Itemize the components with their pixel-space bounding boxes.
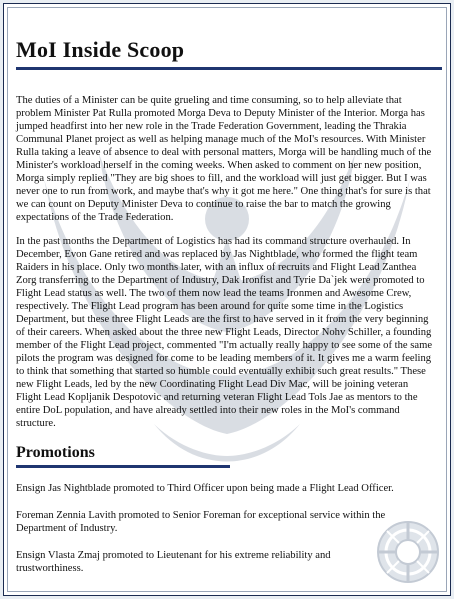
title-divider (16, 67, 442, 70)
page-title: MoI Inside Scoop (16, 37, 185, 62)
promotion-item: Foreman Zennia Lavith promoted to Senior Foreman for exceptional service within the Department of Industry. (16, 510, 386, 534)
promotion-item: Ensign Jas Nightblade promoted to Third Officer upon being made a Flight Lead Officer. (16, 483, 394, 494)
newsletter-content (16, 4, 434, 575)
promotion-item: Ensign Vlasta Zmaj promoted to Lieutenant for his extreme reliability and trustworthiness. (16, 550, 331, 574)
promotions-divider (16, 465, 230, 468)
article-paragraph-2: In the past months the Department of Logistics has had its command structure overhauled. In December, Evon Gane retired and was replaced by Jas Nightblade, who formed the flight team Raiders in his place. Only two months later, with an influx of recruits and Flight Lead Zanthea Zorg transferring to the Department of Industry, Dak Ironfist and Tyrie Da`jek were promoted to Flight Lead status as well. The two of them now lead the teams Ironmen and Awesome Crew, respectively. The Flight Lead program has been around for quite some time in the Logistics Department, but these three Flight Leads are the first to have served in it from the very beginning of their careers. When asked about the three new Flight Leads, Director Nohv Schiller, a founding member of the Flight Lead project, commented "I'm actually really happy to see some of the same pilots the program was designed for come to be leading members of it. It gives me a warm feeling to think that something that started so humble could eventually exhibit such great results." These new Flight Leads, led by the new Coordinating Flight Lead Div Mac, will be joining veteran Flight Lead Kopljanik Despotovic and returning veteran Flight Lead Tols Jae as mentors to the entire DoL population, and have already settled into their new roles in the MoI's command structure. (16, 236, 433, 429)
newsletter-page (3, 3, 451, 596)
promotions-heading: Promotions (16, 444, 95, 461)
article-paragraph-1: The duties of a Minister can be quite grueling and time consuming, so to help alleviate that problem Minister Pat Rulla promoted Morga Deva to Deputy Minister of the Interior. Morga has jumped headfirst into her new role in the Trade Federation Government, leading the Thrakia Communal Planet project as well as helping manage much of the MoI's resources. With Minister Rulla taking a leave of absence to deal with personal matters, Morga will be handling much of the Minister's workload herself in the coming weeks. When asked to comment on her new position, Morga simply replied "They are big shoes to fill, and the workload will just get bigger. But I was never one to run from work, and maybe that's why it got me here." One thing that's for sure is that we can count on Deputy Minister Deva to continue to raise the bar to match the growing expectations of the Trade Federation. (16, 95, 432, 223)
